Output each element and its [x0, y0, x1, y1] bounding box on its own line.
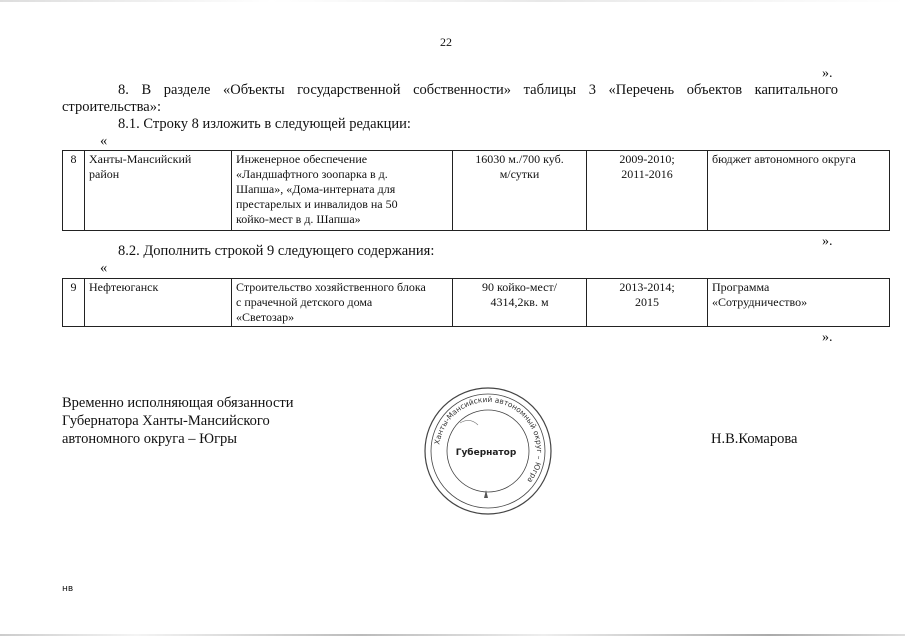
- signatory-title: [62, 394, 294, 448]
- cell-funding-source: Программа «Сотрудничество»: [708, 279, 890, 327]
- opening-quote-2: «: [100, 260, 108, 276]
- seal-mark-icon: [484, 490, 488, 498]
- cell-years: 2009-2010; 2011-2016: [587, 151, 708, 231]
- closing-quote-2: ».: [822, 330, 833, 345]
- footer-mark: нв: [62, 584, 74, 594]
- cell-object: Строительство хозяйственного блока с прачечной детского дома «Светозар»: [232, 279, 453, 327]
- paragraph-8-line1: 8. В разделе «Объекты государственной собственности» таблицы 3 «Перечень объектов капитального: [118, 82, 838, 98]
- cell-years: 2013-2014; 2015: [587, 279, 708, 327]
- cell-district: Ханты-Мансийский район: [85, 151, 232, 231]
- signatory-name: Н.В.Комарова: [711, 431, 798, 447]
- seal-center-text: Губернатор: [455, 448, 517, 458]
- signatory-line-3: автономного округа – Югры: [62, 431, 238, 447]
- cell-object: Инженерное обеспечение «Ландшафтного зоопарка в д. Шапша», «Дома-интерната для престарелых и инвалидов на 50 койко-мест в д. Шапша»: [232, 151, 453, 231]
- closing-quote-1: ».: [822, 234, 833, 249]
- seal-emblem-icon: [460, 420, 478, 425]
- page-number: 22: [440, 35, 452, 49]
- bottom-scan-edge: [0, 634, 905, 636]
- table-row-9: [62, 278, 890, 327]
- cell-district: Нефтеюганск: [85, 279, 232, 327]
- closing-quote-top: ».: [822, 66, 833, 81]
- cell-number: 9: [63, 279, 85, 327]
- cell-number: 8: [63, 151, 85, 231]
- signatory-line-2: Губернатора Ханты-Мансийского: [62, 413, 270, 429]
- paragraph-8-1: 8.1. Строку 8 изложить в следующей редакции:: [118, 116, 411, 132]
- opening-quote-1: «: [100, 133, 108, 149]
- cell-capacity: 90 койко-мест/ 4314,2кв. м: [453, 279, 587, 327]
- top-scan-edge: [0, 0, 905, 2]
- paragraph-8-line2: строительства»:: [62, 99, 161, 115]
- signatory-line-1: Временно исполняющая обязанности: [62, 395, 294, 411]
- official-seal: [422, 385, 554, 517]
- cell-funding-source: бюджет автономного округа: [708, 151, 890, 231]
- paragraph-8-2: 8.2. Дополнить строкой 9 следующего содержания:: [118, 243, 435, 259]
- cell-capacity: 16030 м./700 куб. м/сутки: [453, 151, 587, 231]
- table-row-8: [62, 150, 890, 231]
- seal-ring-text: Ханты-Мансийский автономный округ – Югра: [432, 394, 545, 485]
